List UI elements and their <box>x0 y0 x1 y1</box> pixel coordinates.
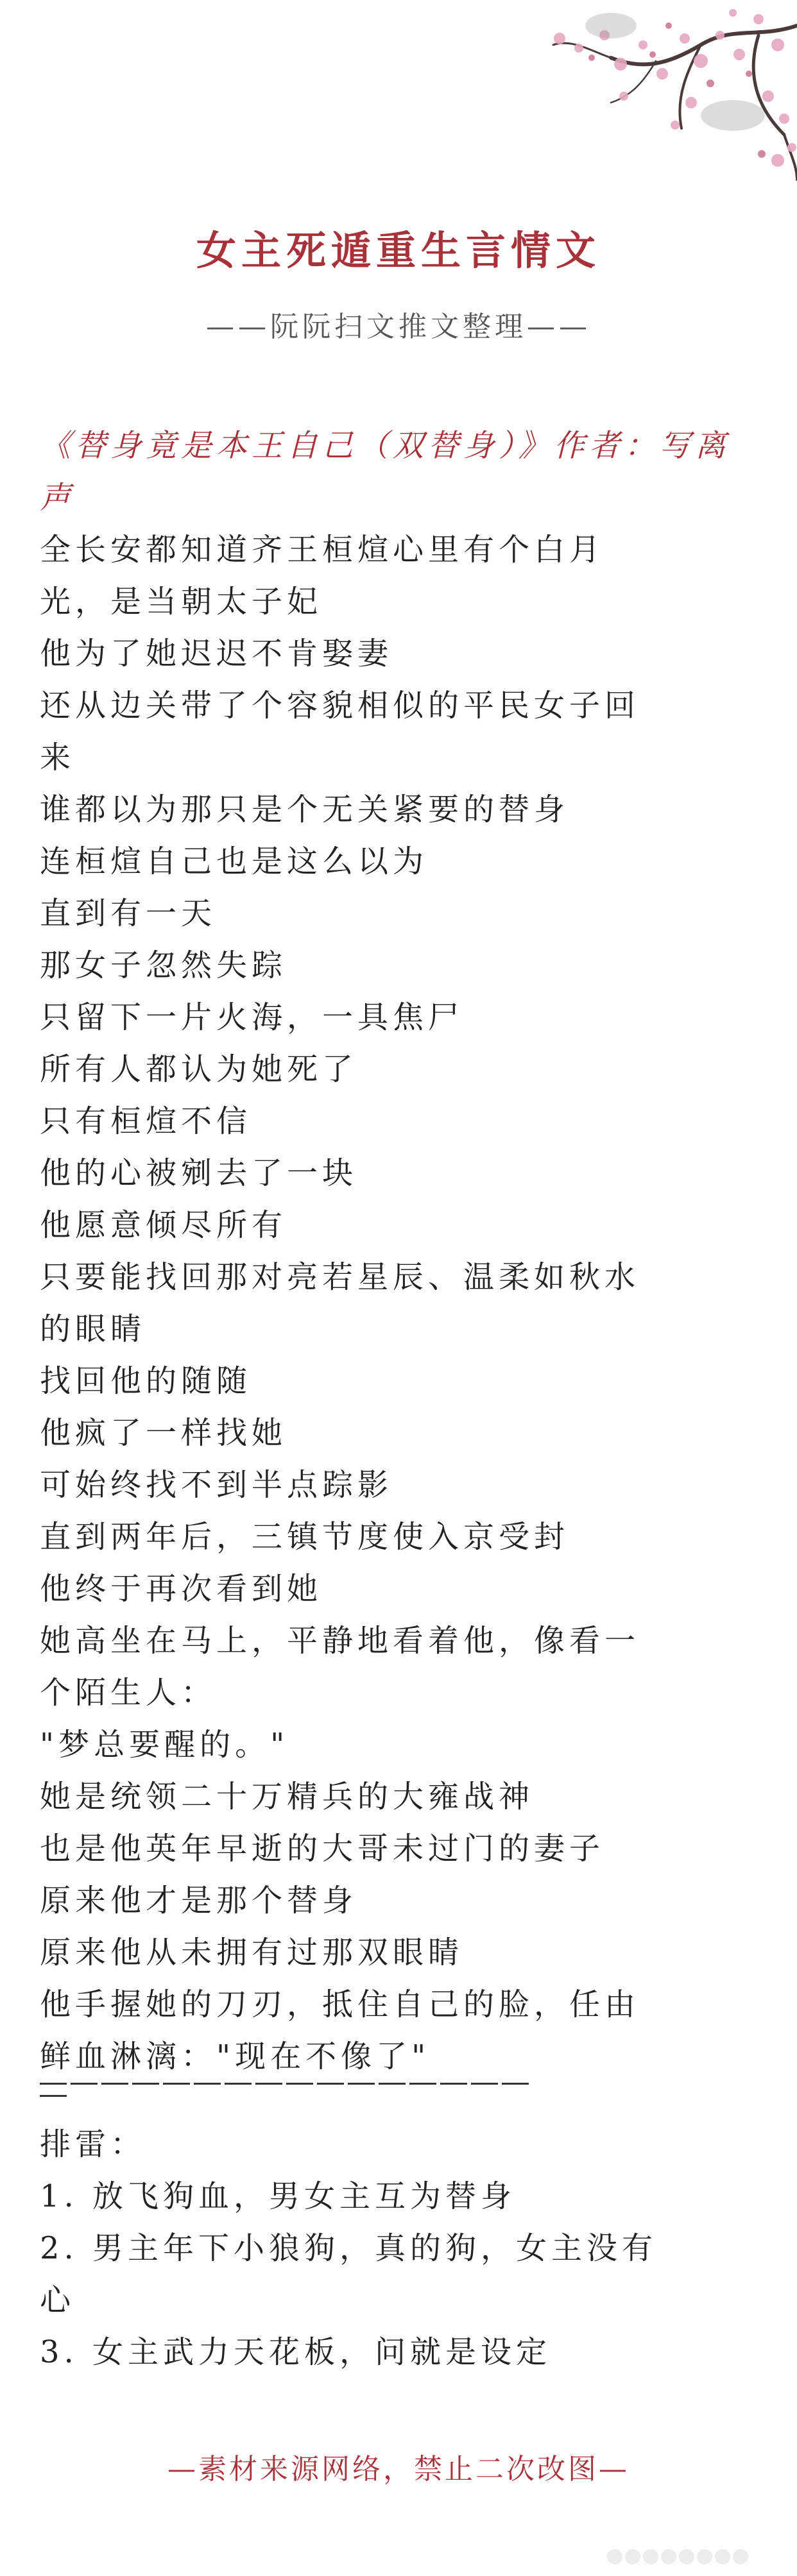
story-line: 只要能找回那对亮若星辰、温柔如秋水 <box>40 1259 640 1295</box>
plum-blossom-decoration <box>399 0 797 192</box>
story-line: 她高坐在马上，平静地看着他，像看一 <box>40 1623 640 1659</box>
story-line: 原来他从未拥有过那双眼睛 <box>40 1935 464 1970</box>
section-divider <box>40 2077 563 2082</box>
story-line: 他终于再次看到她 <box>40 1571 323 1607</box>
story-line: 他为了她迟迟不肯娶妻 <box>40 636 393 672</box>
story-line: 全长安都知道齐王桓煊心里有个白月 <box>40 532 605 568</box>
story-line: 来 <box>40 740 76 775</box>
story-line: 原来他才是那个替身 <box>40 1883 358 1919</box>
story-line: 还从边关带了个容貌相似的平民女子回 <box>40 688 640 724</box>
story-line: 他疯了一样找她 <box>40 1415 287 1451</box>
story-line: 所有人都认为她死了 <box>40 1051 358 1087</box>
story-line: 光，是当朝太子妃 <box>40 584 323 620</box>
story-line: 他的心被剜去了一块 <box>40 1155 358 1191</box>
story-line: 的眼睛 <box>40 1311 146 1347</box>
story-line: 他手握她的刀刃，抵住自己的脸，任由 <box>40 1987 640 2022</box>
warning-item: 3. 女主武力天花板，问就是设定 <box>40 2334 552 2370</box>
story-line: 那女子忽然失踪 <box>40 947 287 983</box>
story-line: 个陌生人： <box>40 1675 217 1711</box>
story-line: 鲜血淋漓："现在不像了" <box>40 2038 431 2074</box>
story-line: 也是他英年早逝的大哥未过门的妻子 <box>40 1831 605 1867</box>
story-line: 连桓煊自己也是这么以为 <box>40 843 429 879</box>
source-notice: —素材来源网络，禁止二次改图— <box>167 2453 630 2486</box>
story-line: 直到两年后，三镇节度使入京受封 <box>40 1519 570 1555</box>
story-line: 谁都以为那只是个无关紧要的替身 <box>40 792 570 827</box>
warning-item: 心 <box>40 2282 76 2318</box>
page-title: 女主死遁重生言情文 <box>196 227 601 274</box>
story-line: 可始终找不到半点踪影 <box>40 1467 393 1503</box>
story-line: 她是统领二十万精兵的大雍战神 <box>40 1779 535 1815</box>
warning-heading: 排雷： <box>40 2126 146 2162</box>
warning-item: 2. 男主年下小狼狗，真的狗，女主没有 <box>40 2230 658 2266</box>
story-line: "梦总要醒的。" <box>40 1727 289 1763</box>
story-line: 只留下一片火海，一具焦尸 <box>40 999 464 1035</box>
warning-item: 1. 放飞狗血，男女主互为替身 <box>40 2178 517 2214</box>
story-line: 他愿意倾尽所有 <box>40 1207 287 1243</box>
warning-section <box>40 2119 758 2378</box>
story-line: 找回他的随随 <box>40 1363 252 1399</box>
story-synopsis <box>40 524 758 2083</box>
page-subtitle: ——阮阮扫文推文整理—— <box>206 310 591 343</box>
story-line: 直到有一天 <box>40 895 217 931</box>
book-title: 《替身竟是本王自己（双替身）》作者：写离声 <box>40 428 731 516</box>
faint-watermark <box>604 2549 771 2567</box>
story-line: 只有桓煊不信 <box>40 1103 252 1139</box>
